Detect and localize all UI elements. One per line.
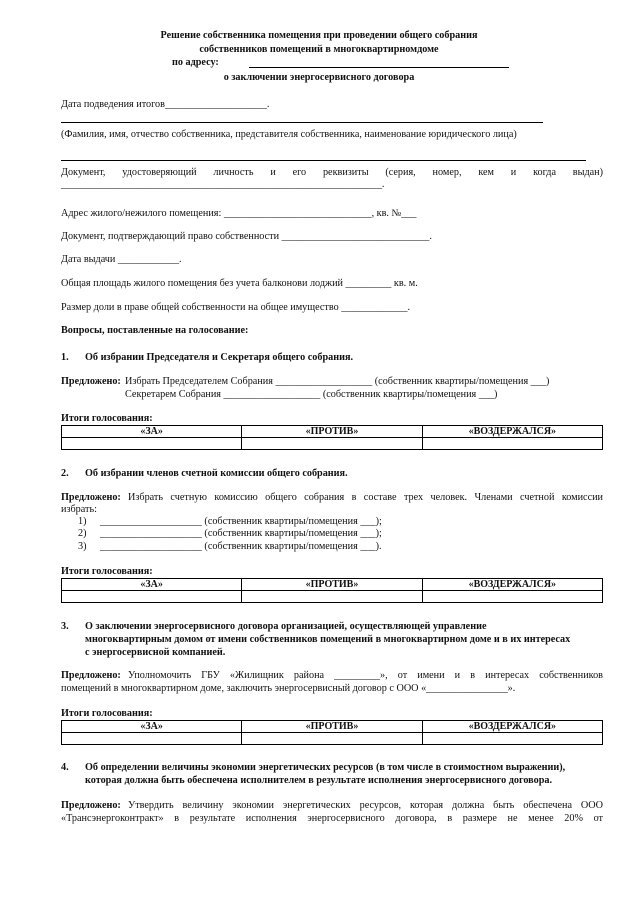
q1-number: 1. <box>61 352 69 363</box>
q2-number: 2. <box>61 468 69 479</box>
q2-proposed-label: Предложено: <box>61 492 121 503</box>
q3-proposed-label: Предложено: <box>61 670 121 681</box>
vote-abstain-cell[interactable] <box>422 733 602 745</box>
q2-results-label: Итоги голосования: <box>61 566 153 577</box>
premises-address-field: Адрес жилого/нежилого помещения: _____________________________, кв. №___ <box>61 208 417 219</box>
vote-for-cell[interactable] <box>62 438 242 450</box>
vote-abstain-cell[interactable] <box>422 438 602 450</box>
id-document-blank: _______________________________________________________________. <box>61 179 385 190</box>
vote-abstain-header: «ВОЗДЕРЖАЛСЯ» <box>422 426 602 438</box>
id-blank-line <box>61 160 586 161</box>
table-row <box>62 438 603 450</box>
vote-against-cell[interactable] <box>242 591 422 603</box>
vote-abstain-header: «ВОЗДЕРЖАЛСЯ» <box>422 579 602 591</box>
vote-for-header: «ЗА» <box>62 579 242 591</box>
q3-title-line1: О заключении энергосервисного договора организацией, осуществляющей управление <box>85 621 487 632</box>
vote-against-header: «ПРОТИВ» <box>242 426 422 438</box>
share-field: Размер доли в праве общей собственности на общее имущество _____________. <box>61 302 411 313</box>
document-title-line2: собственников помещений в многоквартирномдоме <box>199 44 439 55</box>
results-date-field: Дата подведения итогов____________________. <box>61 99 270 110</box>
q3-vote-table <box>61 720 603 745</box>
issue-date-field: Дата выдачи ____________. <box>61 254 182 265</box>
q1-proposed-label: Предложено: <box>61 376 121 387</box>
vote-abstain-header: «ВОЗДЕРЖАЛСЯ» <box>422 721 602 733</box>
ownership-document-field: Документ, подтверждающий право собственности _____________________________. <box>61 231 432 242</box>
vote-for-cell[interactable] <box>62 591 242 603</box>
q3-number: 3. <box>61 621 69 632</box>
q1-proposal-line2: Секретарем Собрания ___________________ (собственник квартиры/помещения ___) <box>125 389 498 400</box>
counting-commission-list <box>78 516 382 553</box>
q1-vote-table <box>61 425 603 450</box>
q2-proposal-line1: Избрать счетную комиссию общего собрания в составе трех человек. Членами счетной комиссии <box>128 492 603 503</box>
q1-title: Об избрании Председателя и Секретаря общего собрания. <box>85 352 353 363</box>
id-document-line: Документ, удостоверяющий личность и его реквизиты (серия, номер, кем и когда выдан) <box>61 167 603 178</box>
table-row <box>62 721 603 733</box>
q4-title-line1: Об определении величины экономии энергетических ресурсов (в том числе в стоимостном выражении), <box>85 762 566 773</box>
q4-title-line2: которая должна быть обеспечена исполнителем в результате исполнения энергосервисного договора. <box>85 775 552 786</box>
questions-heading: Вопросы, поставленные на голосование: <box>61 325 249 336</box>
list-item: 2) ____________________ (собственник квартиры/помещения ___); <box>78 528 382 540</box>
q4-proposal-line1: Утвердить величину экономии энергетических ресурсов, которая должна быть обеспечена ООО <box>128 800 603 811</box>
q3-proposal-line1: Уполномочить ГБУ «Жилищник района _________», от имени и в интересах собственников <box>128 670 603 681</box>
table-row <box>62 733 603 745</box>
q2-proposal-line2: избрать: <box>61 504 97 515</box>
q2-title: Об избрании членов счетной комиссии общего собрания. <box>85 468 348 479</box>
q2-vote-table <box>61 578 603 603</box>
area-field: Общая площадь жилого помещения без учета балконови лоджий _________ кв. м. <box>61 278 418 289</box>
q3-results-label: Итоги голосования: <box>61 708 153 719</box>
address-label: по адресу: <box>172 57 219 68</box>
q4-proposed-label: Предложено: <box>61 800 121 811</box>
document-title-line1: Решение собственника помещения при проведении общего собрания <box>160 30 478 41</box>
list-item: 3) ____________________ (собственник квартиры/помещения ___). <box>78 540 382 552</box>
table-row <box>62 426 603 438</box>
vote-against-cell[interactable] <box>242 438 422 450</box>
q3-title-line3: с энергосервисной компанией. <box>85 647 226 658</box>
vote-abstain-cell[interactable] <box>422 591 602 603</box>
vote-for-header: «ЗА» <box>62 426 242 438</box>
owner-name-blank <box>61 122 543 123</box>
owner-name-caption: (Фамилия, имя, отчество собственника, представителя собственника, наименование юридического лица) <box>61 129 517 140</box>
table-row <box>62 591 603 603</box>
vote-for-header: «ЗА» <box>62 721 242 733</box>
q4-number: 4. <box>61 762 69 773</box>
q1-results-label: Итоги голосования: <box>61 413 153 424</box>
address-blank-line <box>249 67 509 68</box>
q3-title-line2: многоквартирным домом от имени собственников помещений в многоквартирном доме и в их интересах <box>85 634 571 645</box>
table-row <box>62 579 603 591</box>
q4-proposal-line2: «Трансэнергоконтракт» в результате исполнения энергосервисного договора, в размере не менее 20% от <box>61 813 603 824</box>
vote-for-cell[interactable] <box>62 733 242 745</box>
vote-against-cell[interactable] <box>242 733 422 745</box>
vote-against-header: «ПРОТИВ» <box>242 721 422 733</box>
document-subject: о заключении энергосервисного договора <box>223 72 415 83</box>
list-item: 1) ____________________ (собственник квартиры/помещения ___); <box>78 516 382 527</box>
q1-proposal-line1: Избрать Председателем Собрания ___________________ (собственник квартиры/помещения ___) <box>125 376 550 387</box>
q3-proposal-line2: помещений в многоквартирном доме, заключить энергосервисный договор с ООО «________________». <box>61 683 516 694</box>
vote-against-header: «ПРОТИВ» <box>242 579 422 591</box>
